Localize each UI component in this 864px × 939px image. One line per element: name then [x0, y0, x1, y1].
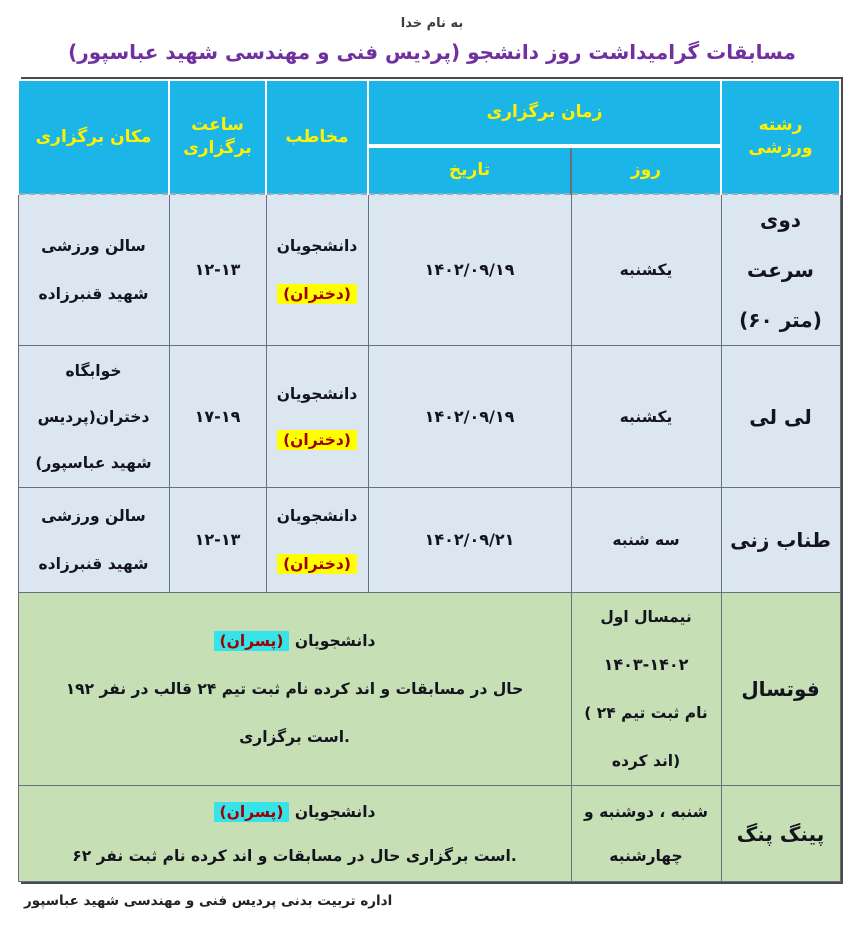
registration-details: ۱۹۲ نفر در قالب ۲۴ تیم ثبت نام کرده اند و مسابقات در حال برگزاری است. [65, 680, 524, 746]
hours-value: ۱۷-۱۹ [194, 406, 241, 426]
registration-details-cell [18, 593, 571, 786]
audience-label: دانشجویان [294, 632, 376, 650]
table-row-futsal [18, 593, 840, 786]
sport-cell: فوتسال [721, 593, 840, 786]
audience-highlight: (پسران) [214, 631, 290, 651]
column-header-day: روز [571, 146, 721, 194]
location-cell: سالن ورزشی شهید قنبرزاده [18, 194, 169, 346]
semester-note: ( ۲۴ تیم ثبت نام کرده اند) [584, 704, 708, 770]
audience-label: دانشجویان [294, 802, 376, 821]
page-title: مسابقات گرامیداشت روز دانشجو (پردیس فنی و مهندسی شهید عباسپور) [68, 40, 796, 64]
audience-cell [266, 346, 368, 488]
table-row-lili [18, 346, 840, 488]
table-row-pingpong [18, 786, 840, 882]
column-header-sport: رشته ورزشی [721, 80, 840, 194]
hours-cell [169, 488, 266, 593]
sport-cell: طناب زنی [721, 488, 840, 593]
column-header-time-group: زمان برگزاری [368, 80, 721, 146]
date-cell [368, 194, 571, 346]
bismillah-text: به نام خدا [400, 16, 464, 31]
days-cell: شنبه ، دوشنبه و چهارشنبه [571, 786, 721, 882]
sport-cell [721, 194, 840, 346]
audience-highlight: (دختران) [277, 554, 357, 574]
schedule-table [17, 79, 841, 882]
day-cell: سه شنبه [571, 488, 721, 593]
column-header-audience: مخاطب [266, 80, 368, 194]
audience-label: دانشجویان [276, 237, 358, 255]
audience-line [53, 790, 537, 834]
audience-cell [266, 194, 368, 346]
semester-cell [571, 593, 721, 786]
hours-cell [169, 194, 266, 346]
date-cell [368, 488, 571, 593]
date-cell [368, 346, 571, 488]
location-cell: سالن ورزشی شهید قنبرزاده [18, 488, 169, 593]
day-cell: یکشنبه [571, 346, 721, 488]
registration-details: ۶۲ نفر ثبت نام کرده اند و مسابقات در حال برگزاری است. [72, 846, 517, 865]
table-row-sprint [18, 194, 840, 346]
audience-highlight: (پسران) [214, 802, 290, 822]
audience-label: دانشجویان [276, 384, 358, 403]
audience-cell [266, 488, 368, 593]
date-value: ۱۴۰۲/۰۹/۲۱ [424, 530, 515, 549]
date-value: ۱۴۰۲/۰۹/۱۹ [424, 406, 515, 426]
schedule-table-wrapper [21, 77, 843, 884]
semester-years: ۱۴۰۳-۱۴۰۲ [603, 655, 689, 674]
audience-label: دانشجویان [276, 507, 358, 525]
table-row-rope [18, 488, 840, 593]
footer-text: اداره تربیت بدنی پردیس فنی و مهندسی شهید عباسپور [24, 893, 393, 909]
sport-name: دوی سرعت [747, 208, 814, 282]
sport-cell: پینگ پنگ [721, 786, 840, 882]
audience-highlight: (دختران) [277, 430, 357, 450]
date-value: ۱۴۰۲/۰۹/۱۹ [424, 260, 515, 279]
day-cell: یکشنبه [571, 194, 721, 346]
column-header-hours: ساعت برگزاری [169, 80, 266, 194]
hours-value: ۱۲-۱۳ [194, 260, 241, 279]
column-header-location: مکان برگزاری [18, 80, 169, 194]
sport-cell: لی لی [721, 346, 840, 488]
sport-subtitle: (۶۰ متر) [739, 308, 822, 332]
column-header-date: تاریخ [368, 146, 571, 194]
audience-line [53, 617, 537, 665]
registration-details-cell [18, 786, 571, 882]
location-cell: خوابگاه دختران(پردیس شهید عباسپور) [18, 346, 169, 488]
hours-value: ۱۲-۱۳ [194, 530, 241, 549]
semester-label: نیمسال اول [600, 608, 692, 626]
audience-highlight: (دختران) [277, 284, 357, 304]
hours-cell [169, 346, 266, 488]
